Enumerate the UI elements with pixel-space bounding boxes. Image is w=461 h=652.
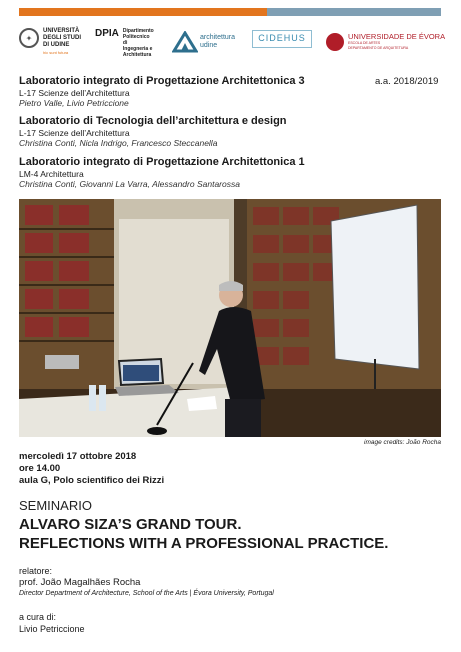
uniud-tagline: hic sunt futura xyxy=(43,50,69,55)
seminar-label: SEMINARIO xyxy=(19,498,92,513)
speaker-block xyxy=(19,566,274,599)
architettura-udine-logo xyxy=(172,28,242,56)
course-title: Laboratorio integrato di Progettazione Architettonica 1 xyxy=(19,156,305,168)
course-3 xyxy=(19,156,439,189)
course-people: Christina Conti, Nicla Indrigo, Francesco Steccanella xyxy=(19,138,218,148)
curator-block xyxy=(19,611,85,635)
photo-credit: image credits: João Rocha xyxy=(364,439,441,446)
uniud-seal-icon: ✦ xyxy=(19,28,39,48)
evora-name: UNIVERSIDADE DE ÉVORA xyxy=(348,32,446,41)
seminar-title-line2: REFLECTIONS WITH A PROFESSIONAL PRACTICE. xyxy=(19,535,389,552)
course-1 xyxy=(19,75,439,108)
top-bar-orange-left xyxy=(19,8,127,16)
uniud-line1: UNIVERSITÀ xyxy=(43,28,80,34)
dpia-line3: Ingegneria e xyxy=(122,46,153,52)
seminar-photo xyxy=(19,199,441,437)
curator-name: Livio Petriccione xyxy=(19,624,85,634)
uniud-line3: DI UDINE xyxy=(43,42,70,48)
evora-logo xyxy=(326,28,446,56)
evora-line2: ESCOLA DE ARTES xyxy=(348,41,381,45)
lecture-room-image xyxy=(19,199,441,437)
event-time: ore 14.00 xyxy=(19,463,61,474)
architettura-line1: architettura xyxy=(200,34,236,41)
speaker-affiliation: Director Department of Architecture, School of the Arts | Évora University, Portugal xyxy=(19,590,274,597)
uniud-line2: DEGLI STUDI xyxy=(43,35,82,41)
course-degree: L-17 Scienze dell’Architettura xyxy=(19,88,130,98)
course-degree: LM-4 Architettura xyxy=(19,169,84,179)
course-title: Laboratorio di Tecnologia dell’architettura e design xyxy=(19,115,287,127)
academic-year: a.a. 2018/2019 xyxy=(375,76,439,87)
dpia-abbr: DPIA xyxy=(95,28,119,39)
evora-mark-icon xyxy=(326,33,344,51)
top-bar-steel xyxy=(267,8,441,16)
dpia-line2: Politecnico di xyxy=(122,34,150,46)
uniud-logo xyxy=(19,28,97,56)
dpia-logo xyxy=(95,28,155,56)
seminar-title xyxy=(19,515,388,553)
architettura-line2: udine xyxy=(200,42,218,49)
event-date: mercoledì 17 ottobre 2018 xyxy=(19,451,137,462)
course-title: Laboratorio integrato di Progettazione Architettonica 3 xyxy=(19,75,305,87)
cidehus-logo: CIDEHUS xyxy=(252,30,312,48)
course-people: Christina Conti, Giovanni La Varra, Alessandro Santarossa xyxy=(19,179,240,189)
event-details xyxy=(19,451,164,487)
speaker-label: relatore: xyxy=(19,566,53,576)
top-bar-orange xyxy=(127,8,267,16)
speaker-name: prof. João Magalhães Rocha xyxy=(19,577,141,588)
course-people: Pietro Valle, Livio Petriccione xyxy=(19,98,129,108)
course-degree: L-17 Scienze dell’Architettura xyxy=(19,128,130,138)
dpia-line1: Dipartimento xyxy=(122,28,154,34)
evora-line3: DEPARTAMENTO DE ARQUITETURA xyxy=(348,46,409,50)
seminar-title-line1: ALVARO SIZA’S GRAND TOUR. xyxy=(19,516,242,533)
event-place: aula G, Polo scientifico dei Rizzi xyxy=(19,475,165,486)
architettura-mark-icon xyxy=(172,31,198,53)
course-2 xyxy=(19,115,439,148)
curator-label: a cura di: xyxy=(19,612,57,622)
dpia-line4: Architettura xyxy=(122,52,152,58)
